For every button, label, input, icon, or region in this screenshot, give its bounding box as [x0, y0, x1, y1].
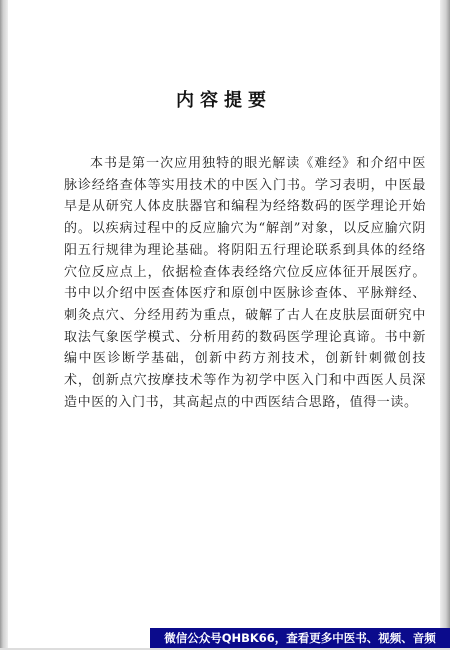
viewer-right-edge [440, 0, 450, 650]
page-title: 内容提要 [176, 90, 272, 111]
wechat-promo-banner: 微信公众号QHBK66，查看更多中医书、视频、音频 [150, 628, 450, 648]
summary-paragraph: 本书是第一次应用独特的眼光解读《难经》和介绍中医脉诊经络查体等实用技术的中医入门书。学习表明，中医最早是从研究人体皮肤器官和编程为经络数码的医学理论开始的。以疾病过程中的反应腧穴为“解剖”对象，以反应腧穴阴阳五行规律为理论基础。将阴阳五行理论联系到具体的经络穴位反应点上，依据检查体表经络穴位反应体征开展医疗。书中以介绍中医查体医疗和原创中医脉诊查体、平脉辩经、刺灸点穴、分经用药为重点，破解了古人在皮肤层面研究中取法气象医学模式、分析用药的数码医学理论真谛。书中新编中医诊断学基础，创新中药方剂技术，创新针刺微创技术，创新点穴按摩技术等作为初学中医入门和中西医人员深造中医的入门书，其高起点的中西医结合思路，值得一读。 [64, 156, 426, 410]
document-page [8, 0, 440, 650]
viewer-left-edge [0, 0, 8, 650]
